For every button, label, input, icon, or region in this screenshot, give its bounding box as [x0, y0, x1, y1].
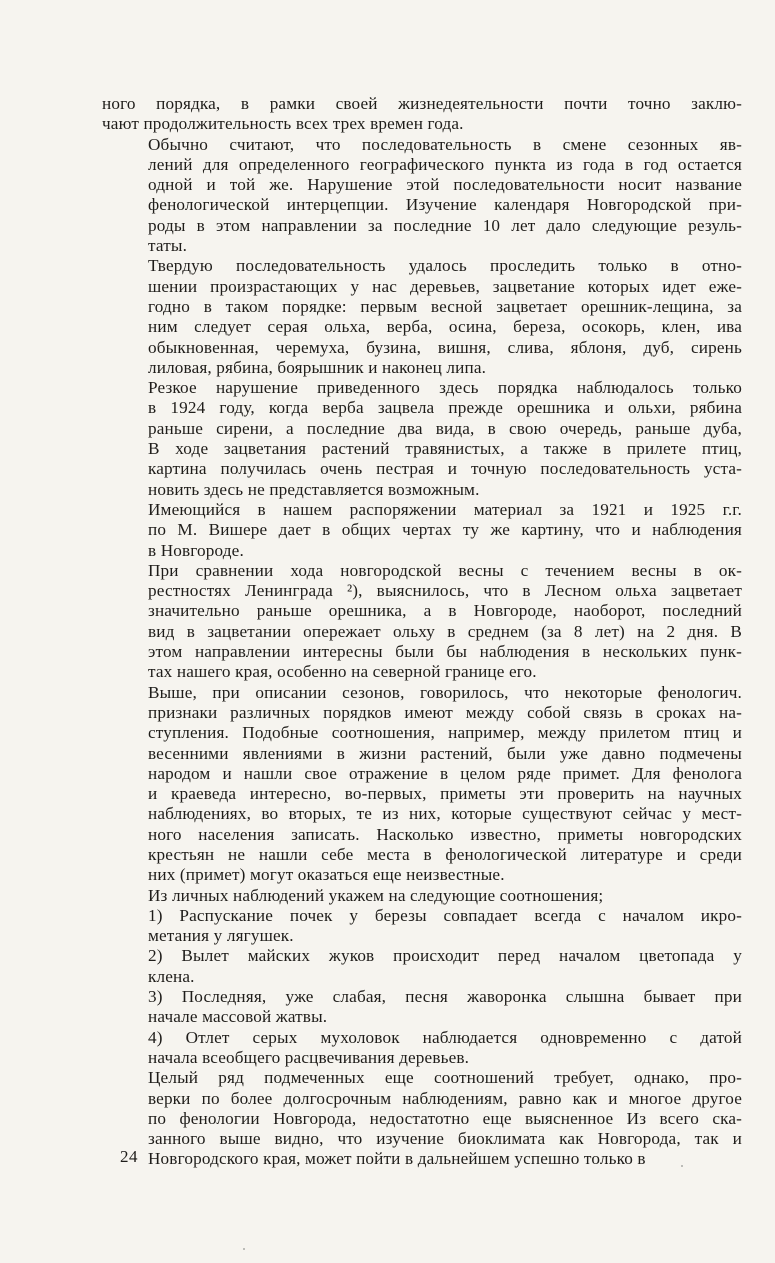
paragraph [102, 500, 742, 561]
text-line: начала всеобщего расцвечивания деревьев. [148, 1047, 470, 1067]
text-line: начале массовой жатвы. [148, 1007, 328, 1027]
text-line: 4) Отлет серых мухоловок наблюдается одновременно с датой [148, 1027, 742, 1047]
text-line: Новгородского края, может пойти в дальнейшем успешно только в [148, 1149, 646, 1169]
text-line: клена. [148, 966, 195, 986]
text-line: весенними явлениями в жизни растений, были уже давно подмечены [148, 743, 742, 763]
paragraph [102, 1028, 742, 1069]
print-speck [681, 1165, 683, 1167]
text-line: и краеведа интересно, во-первых, приметы эти проверить на научных [148, 784, 742, 804]
paragraph [102, 987, 742, 1028]
text-line: лиловая, рябина, боярышник и наконец липа. [148, 357, 487, 377]
text-line: ступления. Подобные соотношения, например, между прилетом птиц и [148, 723, 742, 743]
text-line: народом и нашли свое отражение в целом ряде примет. Для фенолога [148, 763, 742, 783]
text-line: рестностях Ленинграда ²), выяснилось, что в Лесном ольха зацветает [148, 581, 742, 601]
paragraph [102, 886, 742, 906]
text-line: Выше, при описании сезонов, говорилось, что некоторые фенологич. [148, 682, 742, 702]
text-line: обыкновенная, черемуха, бузина, вишня, слива, яблоня, дуб, сирень [148, 337, 742, 357]
text-line: наблюдениях, во вторых, те из них, которые существуют сейчас у мест- [148, 804, 742, 824]
print-speck [243, 1248, 245, 1250]
text-line: лений для определенного географического пункта из года в год остается [148, 154, 742, 174]
text-line: тах нашего края, особенно на северной границе его. [148, 662, 537, 682]
text-line: картина получилась очень пестрая и точную последовательность уста- [148, 459, 742, 479]
text-line: При сравнении хода новгородской весны с течением весны в ок- [148, 560, 742, 580]
paragraph [102, 683, 742, 886]
text-line: ного населения записать. Насколько известно, приметы новгородских [148, 824, 742, 844]
text-line: по фенологии Новгорода, недостатотно еще выясненное Из всего ска- [148, 1108, 742, 1128]
text-line: Из личных наблюдений укажем на следующие соотношения; [148, 885, 604, 905]
text-line: фенологической интерцепции. Изучение календаря Новгородской при- [148, 195, 742, 215]
text-line: 1) Распускание почек у березы совпадает всегда с началом икро- [148, 905, 742, 925]
paragraph [102, 94, 742, 135]
paragraph [102, 946, 742, 987]
page-text-body [102, 94, 742, 1170]
text-line: шении произрастающих у нас деревьев, зацветание которых идет еже- [148, 276, 742, 296]
text-line: признаки различных порядков имеют между собой связь в сроках на- [148, 702, 742, 722]
paragraph [102, 135, 742, 257]
text-line: ного порядка, в рамки своей жизнедеятельности почти точно заклю- [102, 94, 742, 113]
text-line: верки по более долгосрочным наблюдениям, равно как и многое другое [148, 1088, 742, 1108]
text-line: Обычно считают, что последовательность в смене сезонных яв- [148, 134, 742, 154]
text-line: роды в этом направлении за последние 10 лет дало следующие резуль- [148, 215, 742, 235]
page-number: 24 [120, 1147, 138, 1166]
text-line: Целый ряд подмеченных еще соотношений требует, однако, про- [148, 1068, 742, 1088]
text-line: Твердую последовательность удалось проследить только в отно- [148, 256, 742, 276]
text-line: метания у лягушек. [148, 926, 294, 946]
text-line: одной и той же. Нарушение этой последовательности носит название [148, 175, 742, 195]
text-line: 3) Последняя, уже слабая, песня жаворонка слышна бывает при [148, 987, 742, 1007]
text-line: в 1924 году, когда верба зацвела прежде орешника и ольхи, рябина [148, 398, 742, 418]
text-line: 2) Вылет майских жуков происходит перед началом цветопада у [148, 946, 742, 966]
paragraph [102, 906, 742, 947]
paragraph [102, 256, 742, 378]
text-line: Имеющийся в нашем распоряжении материал за 1921 и 1925 г.г. [148, 499, 742, 519]
text-line: них (примет) могут оказаться еще неизвестные. [148, 865, 505, 885]
text-line: в Новгороде. [148, 540, 244, 560]
text-line: В ходе зацветания растений травянистых, а также в прилете птиц, [148, 439, 742, 459]
paragraph [102, 1068, 742, 1169]
text-line: по М. Вишере дает в общих чертах ту же картину, что и наблюдения [148, 520, 742, 540]
paragraph [102, 378, 742, 500]
text-line: новить здесь не представляется возможным. [148, 479, 480, 499]
paragraph [102, 561, 742, 683]
text-line: Резкое нарушение приведенного здесь порядка наблюдалось только [148, 378, 742, 398]
text-line: вид в зацветании опережает ольху в среднем (за 8 лет) на 2 дня. В [148, 621, 742, 641]
text-line: крестьян не нашли себе места в фенологической литературе и среди [148, 844, 742, 864]
text-line: годно в таком порядке: первым весной зацветает орешник-лещина, за [148, 296, 742, 316]
text-line: значительно раньше орешника, а в Новгороде, наоборот, последний [148, 601, 742, 621]
text-line: чают продолжительность всех трех времен года. [102, 114, 464, 134]
text-line: таты. [148, 236, 188, 256]
text-line: ним следует серая ольха, верба, осина, береза, осокорь, клен, ива [148, 317, 742, 337]
text-line: занного выше видно, что изучение биоклимата как Новгорода, так и [148, 1129, 742, 1149]
text-line: раньше сирени, а последние два вида, в свою очередь, раньше дуба, [148, 418, 742, 438]
text-line: этом направлении интересны были бы наблюдения в нескольких пунк- [148, 642, 742, 662]
